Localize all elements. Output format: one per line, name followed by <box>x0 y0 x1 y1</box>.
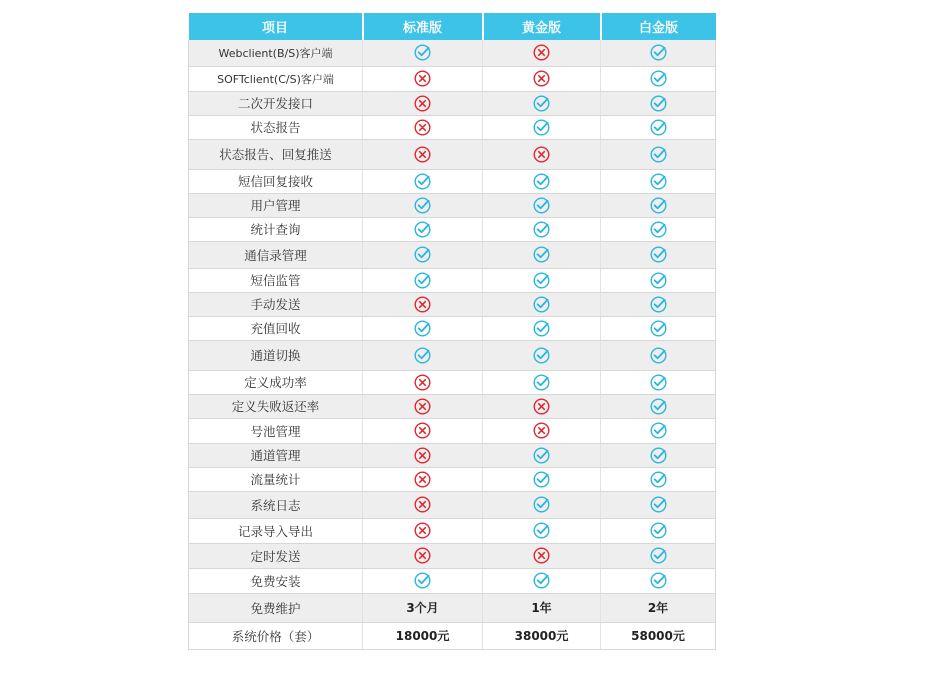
cross-circle-icon <box>533 70 550 87</box>
table-header-row <box>189 13 716 40</box>
checkmark-circle-icon <box>650 246 667 263</box>
cell-platinum <box>601 169 716 193</box>
cell-platinum <box>601 543 716 568</box>
cell-gold <box>483 268 601 292</box>
checkmark-circle-icon <box>533 347 550 364</box>
cross-circle-icon <box>414 398 431 415</box>
table-row <box>189 66 716 91</box>
cell-gold <box>483 241 601 268</box>
table-row <box>189 518 716 543</box>
checkmark-circle-icon <box>650 197 667 214</box>
feature-label: 通信录管理 <box>189 241 363 268</box>
cell-platinum <box>601 467 716 491</box>
cell-standard <box>363 193 483 217</box>
price-row <box>189 622 716 649</box>
table-row <box>189 139 716 169</box>
feature-label: 用户管理 <box>189 193 363 217</box>
maintenance-gold: 1年 <box>483 593 601 622</box>
table-row <box>189 193 716 217</box>
cell-gold <box>483 66 601 91</box>
checkmark-circle-icon <box>533 320 550 337</box>
checkmark-circle-icon <box>650 447 667 464</box>
cell-platinum <box>601 491 716 518</box>
checkmark-circle-icon <box>650 44 667 61</box>
checkmark-circle-icon <box>650 572 667 589</box>
cell-platinum <box>601 91 716 115</box>
cell-gold <box>483 91 601 115</box>
cell-platinum <box>601 115 716 139</box>
feature-label: 定义成功率 <box>189 370 363 394</box>
cell-platinum <box>601 568 716 593</box>
checkmark-circle-icon <box>650 173 667 190</box>
checkmark-circle-icon <box>650 422 667 439</box>
cell-platinum <box>601 217 716 241</box>
cell-standard <box>363 543 483 568</box>
cell-standard <box>363 370 483 394</box>
checkmark-circle-icon <box>414 572 431 589</box>
header-standard: 标准版 <box>363 13 483 40</box>
checkmark-circle-icon <box>414 320 431 337</box>
table-row <box>189 268 716 292</box>
cell-platinum <box>601 394 716 418</box>
cell-platinum <box>601 370 716 394</box>
feature-label: 免费安装 <box>189 568 363 593</box>
cell-platinum <box>601 518 716 543</box>
checkmark-circle-icon <box>650 70 667 87</box>
cell-standard <box>363 316 483 340</box>
cell-gold <box>483 394 601 418</box>
cross-circle-icon <box>414 146 431 163</box>
cell-gold <box>483 370 601 394</box>
comparison-table <box>188 13 716 650</box>
header-gold: 黄金版 <box>483 13 601 40</box>
cell-standard <box>363 139 483 169</box>
checkmark-circle-icon <box>533 296 550 313</box>
table-row <box>189 316 716 340</box>
feature-label: 状态报告、回复推送 <box>189 139 363 169</box>
table-row <box>189 370 716 394</box>
cell-platinum <box>601 340 716 370</box>
cell-standard <box>363 394 483 418</box>
cross-circle-icon <box>533 422 550 439</box>
feature-label: 系统日志 <box>189 491 363 518</box>
checkmark-circle-icon <box>650 522 667 539</box>
cross-circle-icon <box>533 44 550 61</box>
feature-label: 短信回复接收 <box>189 169 363 193</box>
cross-circle-icon <box>414 95 431 112</box>
checkmark-circle-icon <box>650 296 667 313</box>
cross-circle-icon <box>414 471 431 488</box>
cross-circle-icon <box>533 398 550 415</box>
cell-gold <box>483 40 601 66</box>
cell-gold <box>483 316 601 340</box>
maintenance-row <box>189 593 716 622</box>
cell-standard <box>363 169 483 193</box>
checkmark-circle-icon <box>533 173 550 190</box>
cell-platinum <box>601 193 716 217</box>
cell-platinum <box>601 316 716 340</box>
cross-circle-icon <box>414 374 431 391</box>
cell-gold <box>483 443 601 467</box>
feature-label: Webclient(B/S)客户端 <box>189 40 363 66</box>
checkmark-circle-icon <box>533 471 550 488</box>
cell-standard <box>363 491 483 518</box>
cross-circle-icon <box>533 547 550 564</box>
table-row <box>189 443 716 467</box>
checkmark-circle-icon <box>533 522 550 539</box>
checkmark-circle-icon <box>650 547 667 564</box>
feature-label: 二次开发接口 <box>189 91 363 115</box>
feature-label: 通道管理 <box>189 443 363 467</box>
feature-label: 手动发送 <box>189 292 363 316</box>
cell-standard <box>363 340 483 370</box>
table-row <box>189 543 716 568</box>
cell-standard <box>363 91 483 115</box>
cell-standard <box>363 418 483 443</box>
checkmark-circle-icon <box>650 374 667 391</box>
feature-label: 定时发送 <box>189 543 363 568</box>
header-platinum: 白金版 <box>601 13 716 40</box>
checkmark-circle-icon <box>533 119 550 136</box>
cell-platinum <box>601 241 716 268</box>
header-item: 项目 <box>189 13 363 40</box>
maintenance-standard: 3个月 <box>363 593 483 622</box>
feature-label: 定义失败返还率 <box>189 394 363 418</box>
cell-gold <box>483 115 601 139</box>
table-row <box>189 169 716 193</box>
maintenance-platinum: 2年 <box>601 593 716 622</box>
checkmark-circle-icon <box>533 246 550 263</box>
table-row <box>189 115 716 139</box>
cell-gold <box>483 543 601 568</box>
table-row <box>189 418 716 443</box>
checkmark-circle-icon <box>414 347 431 364</box>
cell-gold <box>483 193 601 217</box>
cell-standard <box>363 292 483 316</box>
cell-gold <box>483 169 601 193</box>
cell-platinum <box>601 139 716 169</box>
feature-label: SOFTclient(C/S)客户端 <box>189 66 363 91</box>
checkmark-circle-icon <box>533 572 550 589</box>
cell-gold <box>483 467 601 491</box>
checkmark-circle-icon <box>650 347 667 364</box>
checkmark-circle-icon <box>650 146 667 163</box>
cell-standard <box>363 467 483 491</box>
table-row <box>189 467 716 491</box>
cell-standard <box>363 40 483 66</box>
checkmark-circle-icon <box>533 272 550 289</box>
table-row <box>189 394 716 418</box>
cell-standard <box>363 568 483 593</box>
cell-gold <box>483 340 601 370</box>
table-row <box>189 40 716 66</box>
table-row <box>189 241 716 268</box>
cross-circle-icon <box>414 119 431 136</box>
cross-circle-icon <box>414 296 431 313</box>
checkmark-circle-icon <box>533 95 550 112</box>
cross-circle-icon <box>414 422 431 439</box>
checkmark-circle-icon <box>650 221 667 238</box>
checkmark-circle-icon <box>650 471 667 488</box>
checkmark-circle-icon <box>533 496 550 513</box>
feature-label: 状态报告 <box>189 115 363 139</box>
checkmark-circle-icon <box>650 95 667 112</box>
feature-label: 充值回收 <box>189 316 363 340</box>
cell-standard <box>363 518 483 543</box>
cross-circle-icon <box>414 522 431 539</box>
cell-platinum <box>601 268 716 292</box>
checkmark-circle-icon <box>650 320 667 337</box>
cell-platinum <box>601 418 716 443</box>
cell-platinum <box>601 292 716 316</box>
table-row <box>189 217 716 241</box>
price-standard: 18000元 <box>363 622 483 649</box>
cell-standard <box>363 443 483 467</box>
checkmark-circle-icon <box>414 173 431 190</box>
cell-standard <box>363 115 483 139</box>
table-body <box>189 40 716 649</box>
price-gold: 38000元 <box>483 622 601 649</box>
checkmark-circle-icon <box>650 119 667 136</box>
checkmark-circle-icon <box>414 221 431 238</box>
cell-standard <box>363 66 483 91</box>
table-row <box>189 91 716 115</box>
checkmark-circle-icon <box>533 197 550 214</box>
cell-platinum <box>601 40 716 66</box>
checkmark-circle-icon <box>414 44 431 61</box>
feature-label: 号池管理 <box>189 418 363 443</box>
checkmark-circle-icon <box>650 272 667 289</box>
feature-label: 流量统计 <box>189 467 363 491</box>
cell-standard <box>363 241 483 268</box>
cross-circle-icon <box>533 146 550 163</box>
feature-label: 记录导入导出 <box>189 518 363 543</box>
table-row <box>189 292 716 316</box>
cell-gold <box>483 568 601 593</box>
cell-gold <box>483 292 601 316</box>
checkmark-circle-icon <box>533 374 550 391</box>
feature-label: 统计查询 <box>189 217 363 241</box>
cell-standard <box>363 217 483 241</box>
table-row <box>189 491 716 518</box>
cell-gold <box>483 217 601 241</box>
cross-circle-icon <box>414 547 431 564</box>
cross-circle-icon <box>414 496 431 513</box>
maintenance-label: 免费维护 <box>189 593 363 622</box>
cross-circle-icon <box>414 447 431 464</box>
cell-platinum <box>601 443 716 467</box>
checkmark-circle-icon <box>414 272 431 289</box>
feature-label: 通道切换 <box>189 340 363 370</box>
checkmark-circle-icon <box>650 398 667 415</box>
cell-gold <box>483 139 601 169</box>
price-platinum: 58000元 <box>601 622 716 649</box>
cell-standard <box>363 268 483 292</box>
checkmark-circle-icon <box>414 246 431 263</box>
cell-gold <box>483 418 601 443</box>
cell-gold <box>483 491 601 518</box>
cross-circle-icon <box>414 70 431 87</box>
cell-platinum <box>601 66 716 91</box>
checkmark-circle-icon <box>414 197 431 214</box>
feature-label: 短信监管 <box>189 268 363 292</box>
checkmark-circle-icon <box>650 496 667 513</box>
checkmark-circle-icon <box>533 221 550 238</box>
cell-gold <box>483 518 601 543</box>
table-row <box>189 340 716 370</box>
table-row <box>189 568 716 593</box>
price-label: 系统价格（套） <box>189 622 363 649</box>
checkmark-circle-icon <box>533 447 550 464</box>
